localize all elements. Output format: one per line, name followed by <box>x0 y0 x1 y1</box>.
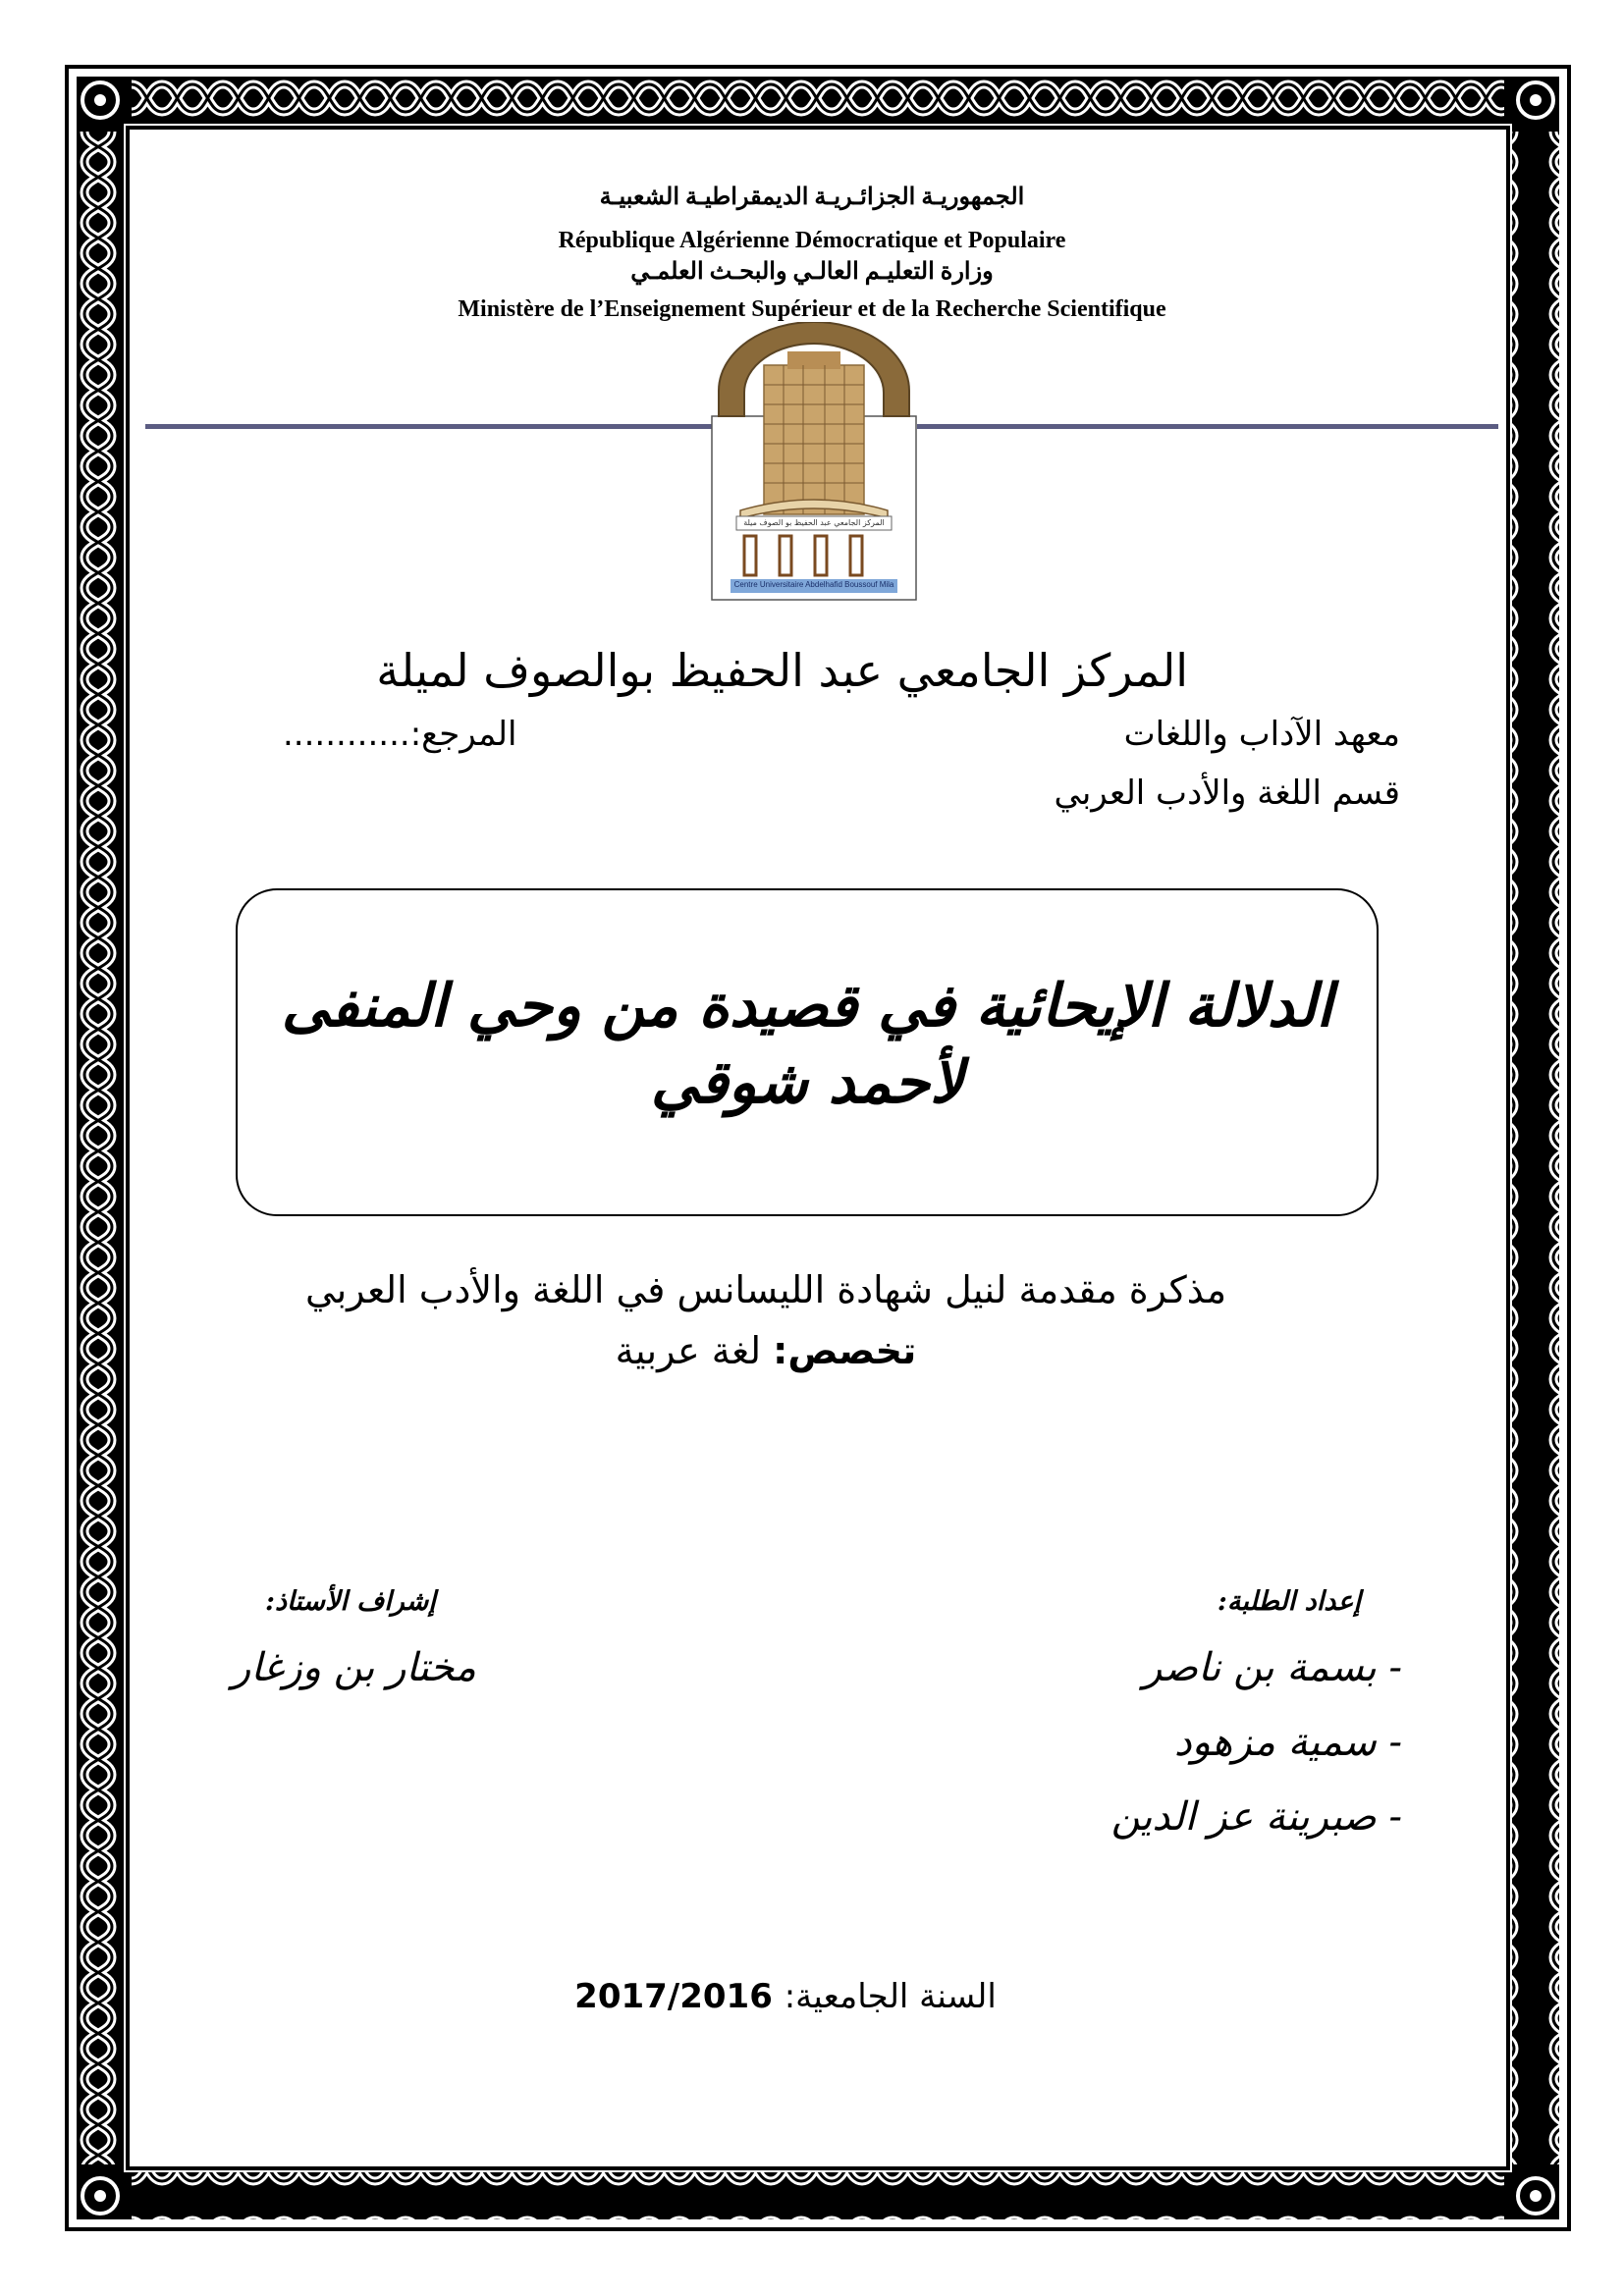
students-label: إعداد الطلبة: <box>1217 1586 1361 1617</box>
academic-year-label: السنة الجامعية: <box>784 1977 997 2016</box>
logo-caption-french: Centre Universitaire Abdelhafid Boussouf Mila <box>733 580 894 589</box>
specialty-value: لغة عربية <box>615 1329 774 1372</box>
thesis-purpose: مذكرة مقدمة لنيل شهادة الليسانس في اللغة والأدب العربي <box>304 1268 1227 1311</box>
thesis-title-line-2: لأحمد شوقي <box>650 1048 964 1117</box>
academic-year-value: 2017/2016 <box>574 1977 785 2016</box>
specialty-label: تخصص: <box>773 1329 917 1372</box>
thesis-title-line-1: الدلالة الإيحائية في قصيدة من وحي المنفى <box>281 972 1333 1041</box>
supervisor-name: مختار بن وزغار <box>232 1645 476 1690</box>
student-name: - بسمة بن ناصر <box>1143 1645 1402 1690</box>
institution-name: المركز الجامعي عبد الحفيظ بوالصوف لميلة <box>376 644 1188 697</box>
ministry-name-arabic: وزارة التعليـم العالـي والبحـث العلمـي <box>630 259 994 285</box>
academic-year <box>393 1977 1178 2016</box>
department-name: قسم اللغة والأدب العربي <box>1054 774 1400 813</box>
ministry-name-french: Ministère de l’Enseignement Supérieur et de la Recherche Scientifique <box>458 296 1166 322</box>
header-rule-right <box>917 424 1498 429</box>
republic-name-french: République Algérienne Démocratique et Populaire <box>558 228 1066 253</box>
university-logo <box>711 322 917 601</box>
student-name: - صبرينة عز الدين <box>1110 1794 1402 1840</box>
supervisor-label: إشراف الأستاذ: <box>265 1586 436 1617</box>
republic-name-arabic: الجمهوريـة الجزائـريـة الديمقراطيـة الشعبيـة <box>599 185 1025 210</box>
specialty-line <box>471 1329 1060 1372</box>
logo-caption-arabic: المركز الجامعي عبد الحفيظ بو الصوف ميلة <box>743 518 885 527</box>
institute-name: معهد الآداب واللغات <box>1123 715 1400 754</box>
student-name: - سمية مزهود <box>1173 1720 1402 1765</box>
header-rule-left <box>145 424 713 429</box>
university-logo-graphic <box>711 322 917 601</box>
reference-field: المرجع:............ <box>283 715 517 754</box>
